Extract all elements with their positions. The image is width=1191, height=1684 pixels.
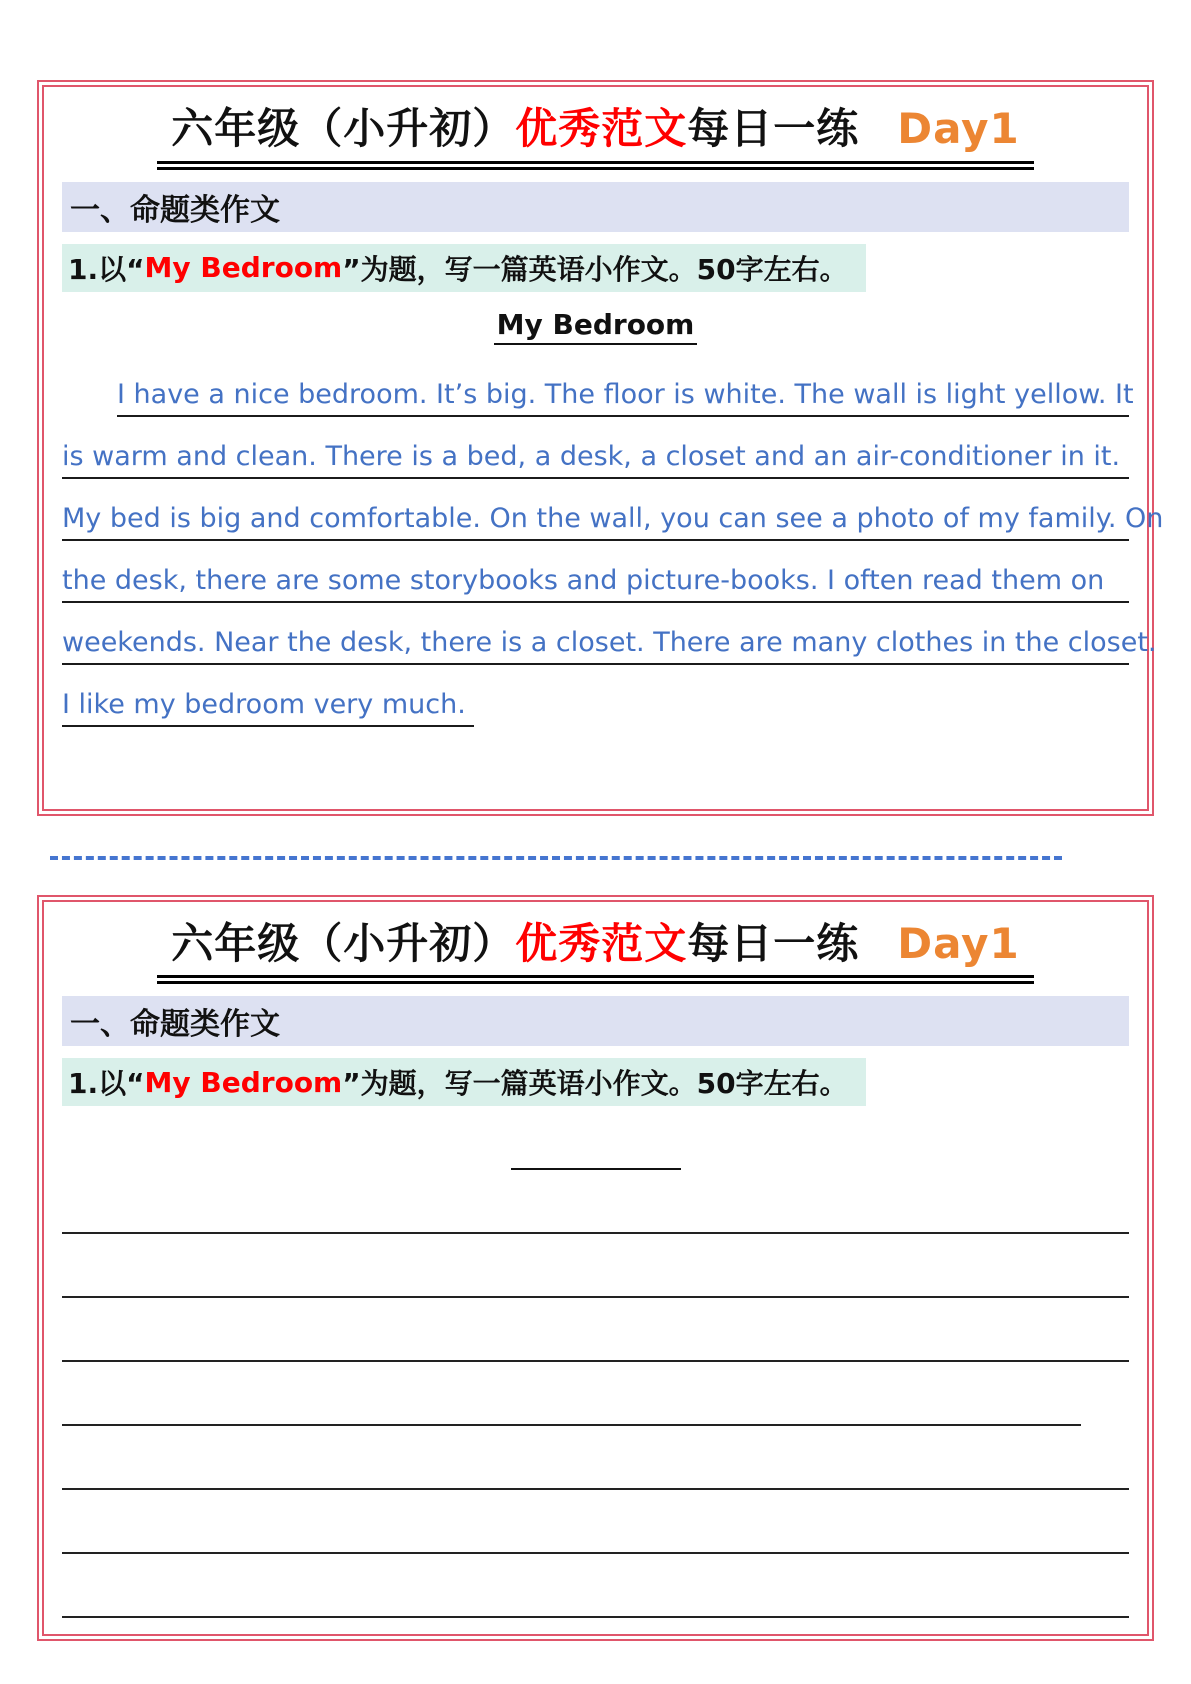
page-cut-divider [50, 856, 1062, 860]
question-line [62, 244, 866, 292]
section-header: 一、命题类作文 [62, 996, 1129, 1046]
question-line [62, 1058, 866, 1106]
writing-line [62, 1426, 1129, 1490]
title-grade-part: 六年级（小升初） [171, 104, 516, 153]
question-prefix: 1.以“ [68, 252, 145, 286]
question-prefix: 1.以“ [68, 1067, 145, 1100]
question-suffix: ”为题，写一篇英语小作文。50字左右。 [342, 1067, 848, 1100]
sample-answer-card-body [44, 87, 1164, 809]
worksheet-title [62, 103, 1129, 170]
essay-title-row [62, 308, 1129, 345]
question-topic: My Bedroom [144, 251, 343, 284]
writing-line [62, 1554, 1129, 1618]
question-topic: My Bedroom [144, 1065, 343, 1099]
essay-line: weekends. Near the desk, there is a closet. There are many clothes in the closet. [62, 603, 1129, 665]
title-tail-part: 每日一练 [687, 918, 860, 968]
essay-title: My Bedroom [494, 308, 698, 345]
title-highlight-part: 优秀范文 [515, 918, 688, 968]
practice-card [37, 895, 1154, 1642]
worksheet-title-underline [157, 103, 1034, 170]
title-highlight-part: 优秀范文 [515, 104, 688, 153]
essay-line: My bed is big and comfortable. On the wall, you can see a photo of my family. On [62, 479, 1129, 541]
essay-line: I like my bedroom very much. [62, 665, 474, 727]
writing-line [62, 1490, 1129, 1554]
practice-card-body [44, 902, 1147, 1635]
worksheet-title-underline [157, 918, 1034, 985]
writing-line [62, 1362, 1081, 1426]
writing-line [62, 1170, 1129, 1234]
writing-area [62, 1170, 1129, 1618]
writing-line [62, 1234, 1129, 1298]
section-header: 一、命题类作文 [62, 182, 1129, 232]
essay-line: is warm and clean. There is a bed, a desk, a closet and an air-conditioner in it. [62, 417, 1129, 479]
title-tail-part: 每日一练 [687, 104, 860, 153]
question-suffix: ”为题，写一篇英语小作文。50字左右。 [342, 252, 848, 286]
title-grade-part: 六年级（小升初） [171, 918, 516, 968]
sample-answer-card [37, 80, 1164, 816]
essay-line: I have a nice bedroom. It’s big. The floor is white. The wall is light yellow. It [117, 355, 1129, 417]
worksheet-title [62, 918, 1129, 985]
title-day-badge: Day1 [897, 918, 1020, 968]
essay-body [62, 355, 1164, 727]
title-day-badge: Day1 [897, 104, 1020, 153]
essay-line: the desk, there are some storybooks and picture-books. I often read them on [62, 541, 1129, 603]
writing-line [62, 1298, 1129, 1362]
